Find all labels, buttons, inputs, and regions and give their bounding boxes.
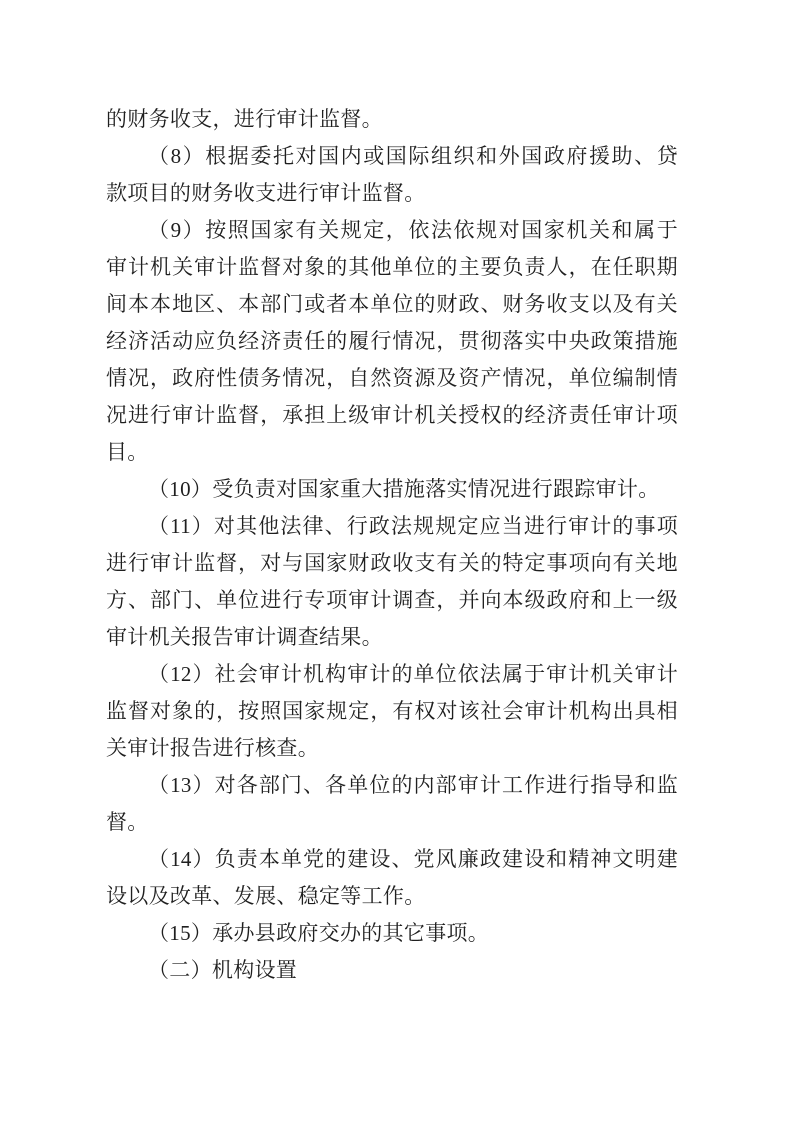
text-line: 情况，政府性债务情况，自然资源及资产情况，单位编制情 xyxy=(106,366,678,390)
text-line: 的财务收支，进行审计监督。 xyxy=(106,107,383,131)
text-line: （11）对其他法律、行政法规规定应当进行审计的事项 xyxy=(148,514,678,538)
text-line: 经济活动应负经济责任的履行情况，贯彻落实中央政策措施 xyxy=(106,329,678,353)
text-line: 督。 xyxy=(106,810,149,834)
text-line: 审计机关报告审计调查结果。 xyxy=(106,625,383,649)
text-line: （二）机构设置 xyxy=(148,958,298,982)
text-line: 方、部门、单位进行专项审计调查，并向本级政府和上一级 xyxy=(106,588,678,612)
text-line: 款项目的财务收支进行审计监督。 xyxy=(106,181,426,205)
text-line: 设以及改革、发展、稳定等工作。 xyxy=(106,884,426,908)
text-line: 目。 xyxy=(106,440,149,464)
document-body xyxy=(106,101,678,989)
text-line: （9）按照国家有关规定，依法依规对国家机关和属于 xyxy=(148,218,678,242)
text-line: 进行审计监督，对与国家财政收支有关的特定事项向有关地 xyxy=(106,551,678,575)
text-line: （12）社会审计机构审计的单位依法属于审计机关审计 xyxy=(148,662,678,686)
text-line: 关审计报告进行核查。 xyxy=(106,736,319,760)
text-line: （14）负责本单党的建设、党风廉政建设和精神文明建 xyxy=(148,847,678,871)
text-line: 况进行审计监督，承担上级审计机关授权的经济责任审计项 xyxy=(106,403,678,427)
text-line: （13）对各部门、各单位的内部审计工作进行指导和监 xyxy=(148,773,678,797)
text-line: 监督对象的，按照国家规定，有权对该社会审计机构出具相 xyxy=(106,699,678,723)
text-line: （10）受负责对国家重大措施落实情况进行跟踪审计。 xyxy=(148,477,660,501)
text-line: 间本本地区、本部门或者本单位的财政、财务收支以及有关 xyxy=(106,292,678,316)
text-line: （8）根据委托对国内或国际组织和外国政府援助、贷 xyxy=(148,144,678,168)
text-line: （15）承办县政府交办的其它事项。 xyxy=(148,921,490,945)
text-line: 审计机关审计监督对象的其他单位的主要负责人，在任职期 xyxy=(106,255,678,279)
